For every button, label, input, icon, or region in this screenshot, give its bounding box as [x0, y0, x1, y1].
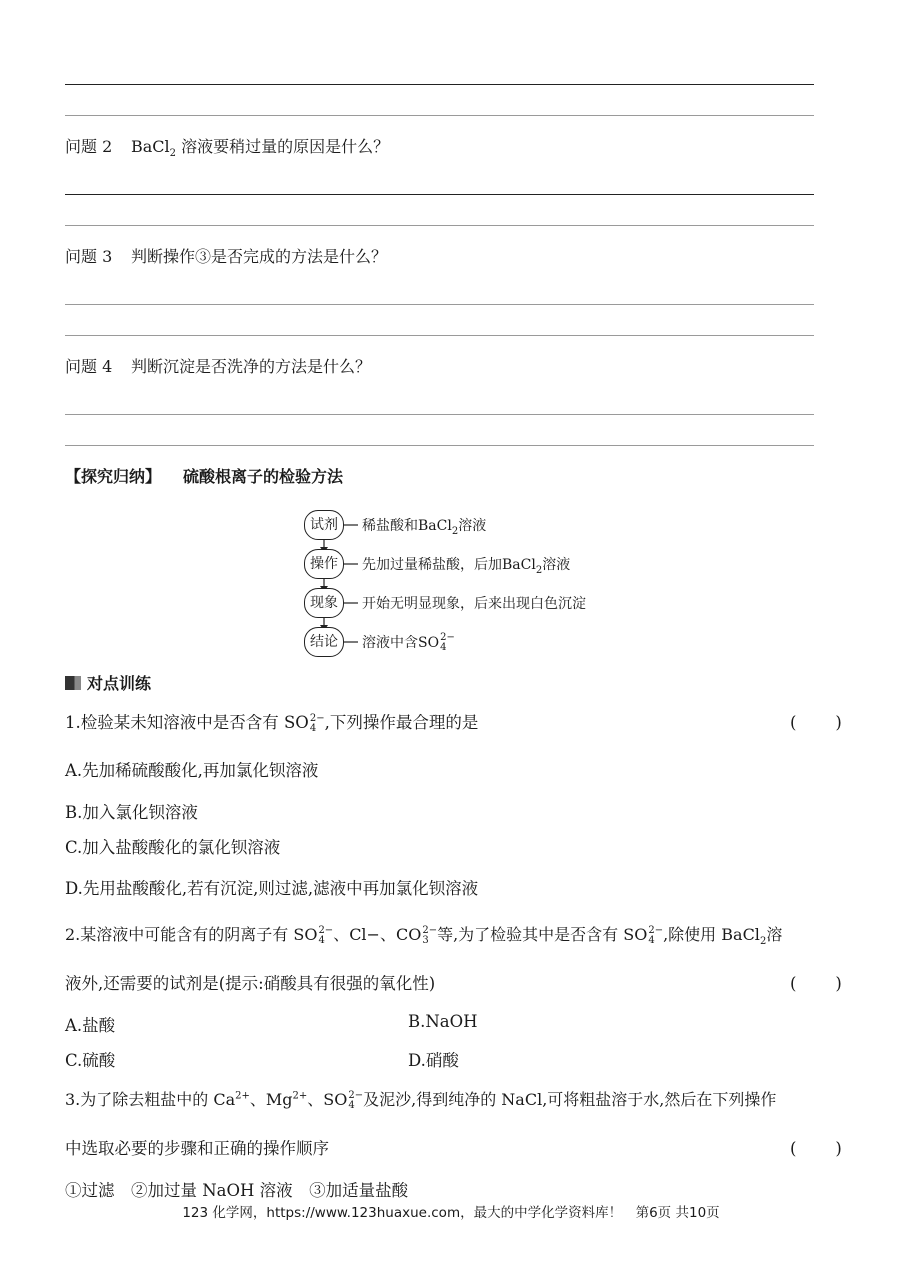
- question-number: 问题 3: [65, 247, 113, 266]
- option-c: C.硫酸: [65, 1051, 116, 1070]
- answer-line: [65, 84, 814, 85]
- answer-line: [65, 445, 814, 446]
- flow-box-operation: 操作: [304, 549, 344, 579]
- question-number: 问题 4: [65, 357, 113, 376]
- answer-bracket: ( ): [790, 713, 844, 732]
- question-3-steps: ①过滤 ②加过量 NaOH 溶液 ③加适量盐酸: [65, 1181, 409, 1200]
- question-1-stem: 1.检验某未知溶液中是否含有 SO 2− 4 ,下列操作最合理的是: [65, 712, 479, 734]
- flow-text-phenomenon: 开始无明显现象，后来出现白色沉淀: [362, 596, 586, 612]
- flow-box-reagent: 试剂: [304, 510, 344, 540]
- answer-line: [65, 194, 814, 195]
- answer-line: [65, 304, 814, 305]
- question-2-stem: 2.某溶液中可能含有的阴离子有 SO 2− 4 、Cl−、CO 2− 3 等,为了检验其中是否含有 SO 2− 4 ,除使用 BaCl$_2$溶: [65, 924, 783, 948]
- question-2-stem-line2: 液外,还需要的试剂是(提示:硝酸具有很强的氧化性): [65, 974, 436, 993]
- flow-text-reagent: 稀盐酸和BaCl$_2$溶液: [362, 518, 487, 537]
- option-b: B.加入氯化钡溶液: [65, 803, 198, 822]
- option-a: A.先加稀硫酸酸化,再加氯化钡溶液: [65, 761, 319, 780]
- page-footer: 123 化学网，https://www.123huaxue.com，最大的中学化学资料库！ 第6页 共10页: [182, 1205, 720, 1221]
- flow-text-operation: 先加过量稀盐酸，后加BaCl$_2$溶液: [362, 557, 571, 576]
- training-heading: 对点训练: [65, 671, 151, 694]
- section-mark-icon: [65, 676, 81, 690]
- question-3-stem: 3.为了除去粗盐中的 $Ca^{2+}$、$Mg^{2+}$、SO 2− 4 及泥沙,得到纯净的 NaCl,可将粗盐溶于水,然后在下列操作: [65, 1089, 777, 1111]
- answer-line: [65, 335, 814, 336]
- question-2: 问题 2 BaCl$_2$ 溶液要稍过量的原因是什么？: [65, 134, 389, 159]
- answer-bracket: ( ): [790, 974, 844, 993]
- option-c: C.加入盐酸酸化的氯化钡溶液: [65, 838, 281, 857]
- answer-line: [65, 115, 814, 116]
- question-3: 问题 3 判断操作③是否完成的方法是什么？: [65, 244, 387, 267]
- flow-box-conclusion: 结论: [304, 627, 344, 657]
- option-a: A.盐酸: [65, 1016, 116, 1035]
- option-b: B.NaOH: [408, 1012, 478, 1031]
- question-number: 问题 2: [65, 137, 113, 156]
- question-4: 问题 4 判断沉淀是否洗净的方法是什么？: [65, 354, 371, 377]
- option-d: D.先用盐酸酸化,若有沉淀,则过滤,滤液中再加氯化钡溶液: [65, 879, 479, 898]
- flow-text-conclusion: 溶液中含SO 2− 4: [362, 632, 455, 653]
- question-3-stem-line2: 中选取必要的步骤和正确的操作顺序: [65, 1139, 329, 1158]
- answer-line: [65, 225, 814, 226]
- flow-box-phenomenon: 现象: [304, 588, 344, 618]
- answer-line: [65, 414, 814, 415]
- answer-bracket: ( ): [790, 1139, 844, 1158]
- option-d: D.硝酸: [408, 1051, 459, 1070]
- section-heading: 【探究归纳】 硫酸根离子的检验方法: [65, 467, 344, 486]
